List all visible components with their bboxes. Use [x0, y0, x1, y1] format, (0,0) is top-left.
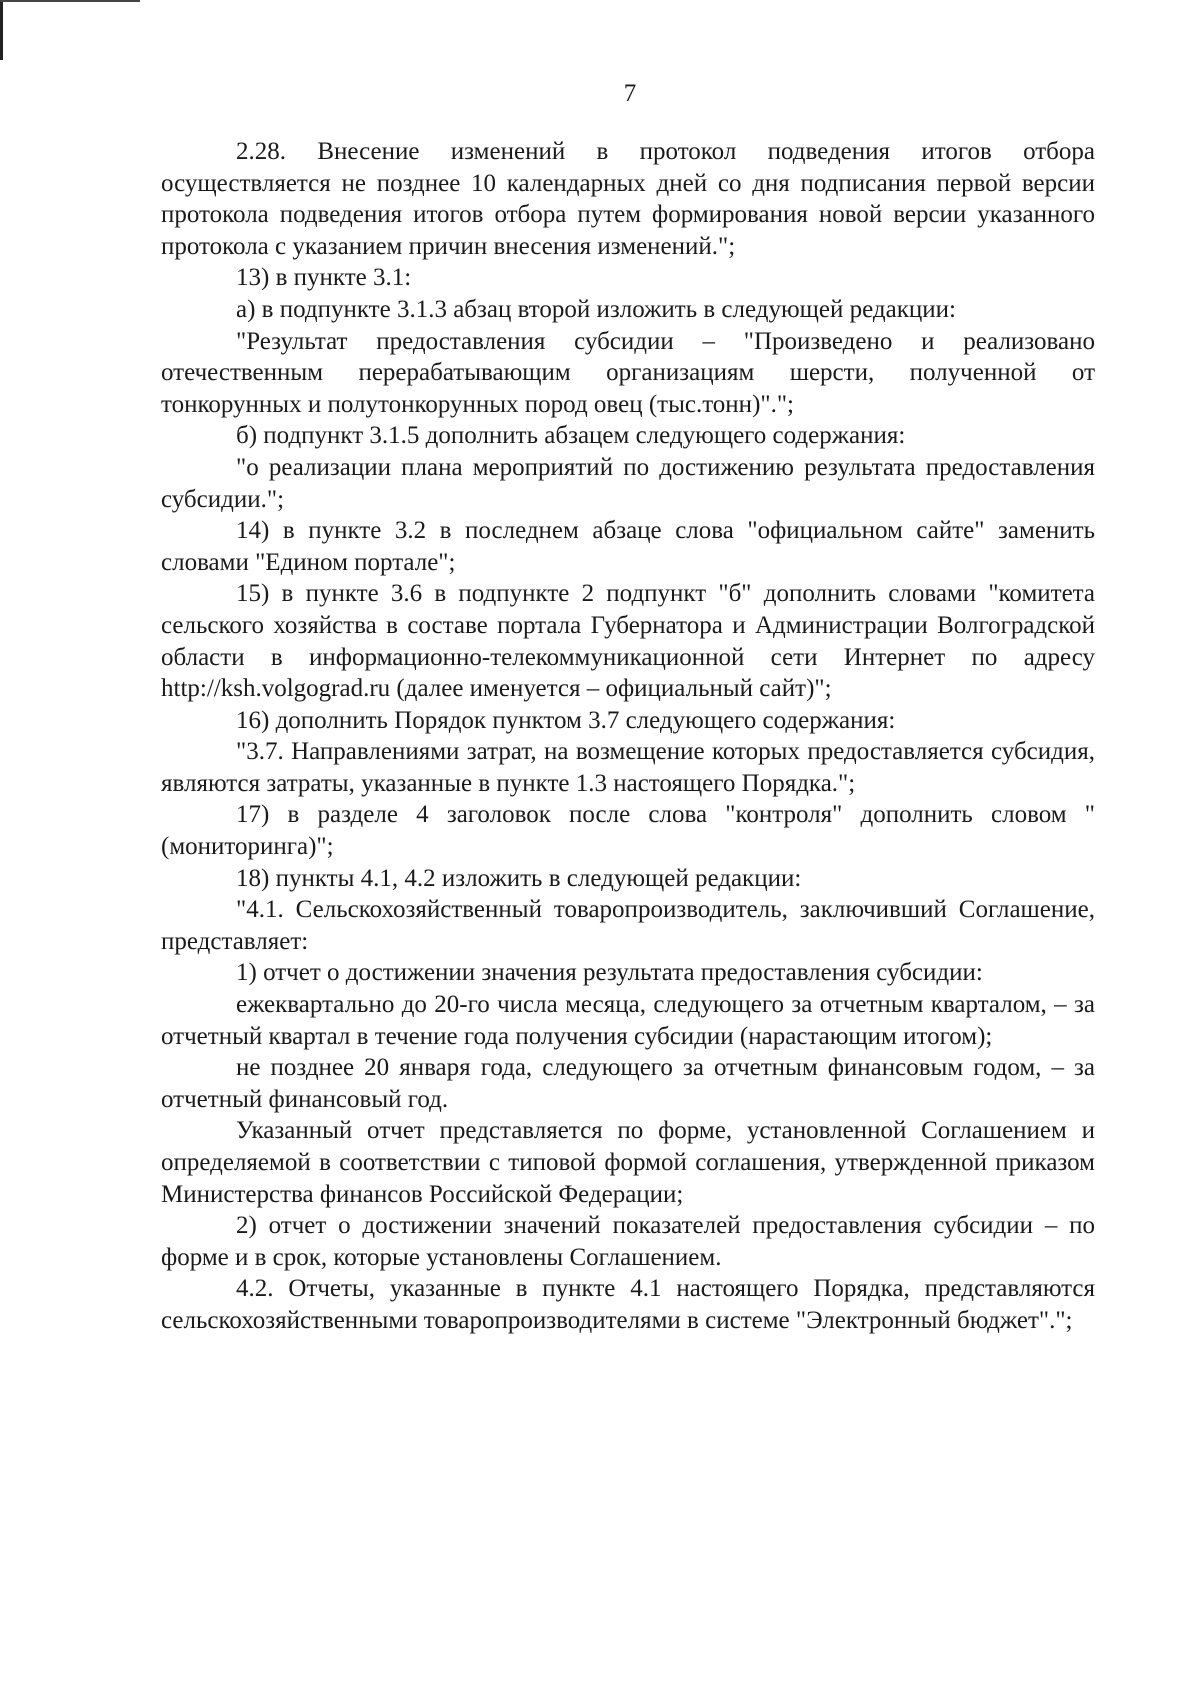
paragraph: "Результат предоставления субсидии – "Произведено и реализовано отечественным перерабатывающим организациям шерсти, полученной от тонкорунных и полутонкорунных пород овец (тыс.тонн)"."; [161, 327, 1095, 418]
paragraph: 2.28. Внесение изменений в протокол подведения итогов отбора осуществляется не позднее 10 календарных дней со дня подписания первой версии протокола подведения итогов отбора путем формирования новой версии указанного протокола с указанием причин внесения изменений."; [161, 138, 1095, 260]
paragraph: не позднее 20 января года, следующего за отчетным финансовым годом, – за отчетный финансовый год. [161, 1054, 1095, 1113]
paragraph: Указанный отчет представляется по форме, установленной Соглашением и определяемой в соответствии с типовой формой соглашения, утвержденной приказом Министерства финансов Российской Федерации; [161, 1117, 1095, 1208]
paragraph: 2) отчет о достижении значений показателей предоставления субсидии – по форме и в срок, которые установлены Соглашением. [161, 1212, 1095, 1271]
page-number: 7 [623, 80, 637, 107]
paragraph: б) подпункт 3.1.5 дополнить абзацем следующего содержания: [236, 422, 906, 450]
paragraph: ежеквартально до 20-го числа месяца, следующего за отчетным кварталом, – за отчетный квартал в течение года получения субсидии (нарастающим итогом); [161, 991, 1095, 1050]
paragraph: 4.2. Отчеты, указанные в пункте 4.1 настоящего Порядка, представляются сельскохозяйственными товаропроизводителями в системе "Электронный бюджет"."; [161, 1275, 1095, 1334]
paragraph: "о реализации плана мероприятий по достижению результата предоставления субсидии."; [161, 453, 1095, 513]
paragraph: 13) в пункте 3.1: [236, 264, 412, 292]
paragraph: "3.7. Направлениями затрат, на возмещение которых предоставляется субсидия, являются затраты, указанные в пункте 1.3 настоящего Порядка."; [161, 738, 1095, 797]
paragraph: а) в подпункте 3.1.3 абзац второй изложить в следующей редакции: [236, 295, 956, 323]
paragraph: 18) пункты 4.1, 4.2 изложить в следующей редакции: [236, 864, 802, 892]
paragraph: 1) отчет о достижении значения результата предоставления субсидии: [236, 959, 983, 987]
scan-top-mark [0, 0, 140, 2]
paragraph: 14) в пункте 3.2 в последнем абзаце слова "официальном сайте" заменить словами "Едином портале"; [161, 517, 1095, 576]
paragraph: "4.1. Сельскохозяйственный товаропроизводитель, заключивший Соглашение, представляет: [161, 896, 1095, 955]
paragraph: 15) в пункте 3.6 в подпункте 2 подпункт "б" дополнить словами "комитета сельского хозяйства в составе портала Губернатора и Администрации Волгоградской области в информационно-телекоммуникационной сети Интернет по адресу http://ksh.volgograd.ru (далее именуется – официальный сайт)"; [161, 580, 1095, 703]
paragraph: 17) в разделе 4 заголовок после слова "контроля" дополнить словом "(мониторинга)"; [161, 801, 1095, 861]
scan-edge-mark [0, 0, 3, 60]
paragraph: 16) дополнить Порядок пунктом 3.7 следующего содержания: [236, 706, 896, 734]
document-body [161, 136, 1095, 1337]
